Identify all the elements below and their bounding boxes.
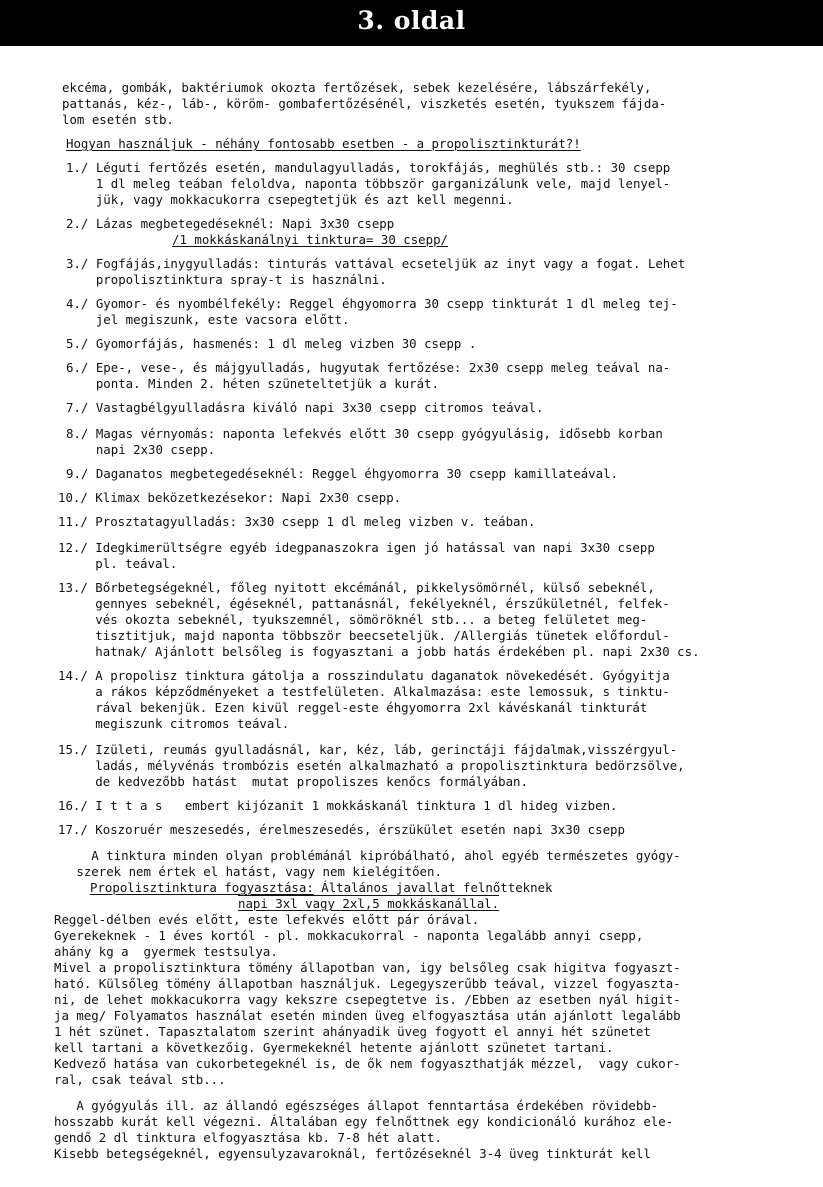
list-item-line: hatnak/ Ajánlott belsőleg is fogyasztani a jobb hatás érdekében pl. napi 2x30 cs. — [58, 644, 700, 659]
list-item-line: napi 2x30 csepp. — [66, 442, 216, 457]
list-item-line: tisztitjuk, majd naponta többször beecseteljük. /Allergiás tünetek előfordul- — [58, 628, 670, 643]
note-line: szerek nem értek el hatást, vagy nem kielégitően. — [54, 864, 442, 879]
body-line: Kedvező hatása van cukorbetegeknél is, de ők nem fogyaszthatják mézzel, vagy cukor- — [54, 1056, 681, 1071]
list-item-line: a rákos képződményeket a testfelületen. Alkalmazása: este lemossuk, s tinktu- — [58, 684, 670, 699]
list-item-line: 1 dl meleg teában feloldva, naponta többször garganizálunk vele, majd lenyel- — [66, 176, 671, 191]
list-item-line: propolisztinktura spray-t is használni. — [66, 272, 387, 287]
list-item-line: 2./ Lázas megbetegedéseknél: Napi 3x30 csepp — [66, 216, 395, 231]
consumption-heading: Propolisztinktura fogyasztása: — [90, 880, 314, 895]
body-line: Mivel a propolisztinktura tömény állapotban van, igy belsőleg csak higitva fogyaszt- — [54, 960, 681, 975]
body-line: ható. Külsőleg tömény állapotban használjuk. Legegyszerűbb teával, vizzel fogyaszta- — [54, 976, 681, 991]
list-item-line: 10./ Klimax beközetkezésekor: Napi 2x30 csepp. — [58, 490, 402, 505]
consumption-dose: napi 3xl vagy 2xl,5 mokkáskanállal. — [238, 896, 500, 911]
intro-line: pattanás, kéz-, láb-, köröm- gombafertőzésénél, viszketés esetén, tyukszem fájda- — [62, 96, 667, 111]
list-item-line: 7./ Vastagbélgyulladásra kiváló napi 3x30 csepp citromos teával. — [66, 400, 544, 415]
list-item-line: 3./ Fogfájás,inygyulladás: tinturás vattával ecseteljük az inyt vagy a fogat. Lehet — [66, 256, 686, 271]
intro-line: ekcéma, gombák, baktériumok okozta fertőzések, sebek kezelésére, lábszárfekély, — [62, 80, 652, 95]
body-line: Reggel-délben evés előtt, este lefekvés előtt pár órával. — [54, 912, 480, 927]
consumption-heading-row — [90, 880, 553, 895]
page-title: 3. oldal — [357, 6, 466, 35]
list-item-line: 1./ Léguti fertőzés esetén, mandulagyulladás, torokfájás, meghülés stb.: 30 csepp — [66, 160, 671, 175]
list-item-line: 14./ A propolisz tinktura gátolja a rosszindulatu daganatok növekedését. Gyógyitja — [58, 668, 670, 683]
note-line: A tinktura minden olyan problémánál kipróbálható, ahol egyéb természetes gyógy- — [54, 848, 681, 863]
list-item-line: gennyes sebeknél, égéseknél, pattanásnál, fekélyeknél, érszűkületnél, felfek- — [58, 596, 670, 611]
howto-heading: Hogyan használjuk - néhány fontosabb esetben - a propolisztinkturát?! — [66, 136, 581, 151]
list-item-line: 8./ Magas vérnyomás: naponta lefekvés előtt 30 csepp gyógyulásig, idősebb korban — [66, 426, 663, 441]
list-item-line: rával bekenjük. Ezen kivül reggel-este éhgyomorra 2xl kávéskanál tinkturát — [58, 700, 648, 715]
list-item-line: ponta. Minden 2. héten szüneteltetjük a kurát. — [66, 376, 439, 391]
body-line: Gyerekeknek - 1 éves kortól - pl. mokkacukorral - naponta legalább annyi csepp, — [54, 928, 644, 943]
body-line: 1 hét szünet. Tapasztalatom szerint ahányadik üveg fogyott el annyi hét szünetet — [54, 1024, 651, 1039]
consumption-heading-rest: Általános javallat felnőtteknek — [313, 880, 553, 895]
list-item-line: jük, vagy mokkacukorra csepegtetjük és azt kell megenni. — [66, 192, 514, 207]
body-line: ral, csak teával stb... — [54, 1072, 226, 1087]
closing-line: Kisebb betegségeknél, egyensulyzavaroknál, fertőzéseknél 3-4 üveg tinkturát kell — [54, 1146, 651, 1161]
dose-note: /1 mokkáskanálnyi tinktura= 30 csepp/ — [172, 232, 449, 247]
intro-line: lom esetén stb. — [62, 112, 174, 127]
list-item-line: 12./ Idegkimerültségre egyéb idegpanaszokra igen jó hatással van napi 3x30 csepp — [58, 540, 655, 555]
list-item-line: 4./ Gyomor- és nyombélfekély: Reggel éhgyomorra 30 csepp tinkturát 1 dl meleg tej- — [66, 296, 678, 311]
closing-line: gendő 2 dl tinktura elfogyasztása kb. 7-8 hét alatt. — [54, 1130, 442, 1145]
body-line: ni, de lehet mokkacukorra vagy kekszre csepegtetve is. /Ebben az esetben nyál higit- — [54, 992, 681, 1007]
closing-line: hosszabb kurát kell végezni. Általában egy felnőttnek egy kondicionáló kurához ele- — [54, 1114, 674, 1129]
list-item-line: 15./ Izületi, reumás gyulladásnál, kar, kéz, láb, gerinctáji fájdalmak,visszérgyul- — [58, 742, 678, 757]
list-item-line: 17./ Koszoruér meszesedés, érelmeszesedés, érszükület esetén napi 3x30 csepp — [58, 822, 625, 837]
list-item-line: jel megiszunk, este vacsora előtt. — [66, 312, 350, 327]
body-line: ja meg/ Folyamatos használat esetén minden üveg elfogyasztása után ajánlott legalább — [54, 1008, 681, 1023]
list-item-line: vés okozta sebeknél, tyukszemnél, sömöröknél stb... a beteg felületet meg- — [58, 612, 648, 627]
body-line: ahány kg a gyermek testsulya. — [54, 944, 278, 959]
list-item-line: 11./ Prosztatagyulladás: 3x30 csepp 1 dl meleg vizben v. teában. — [58, 514, 536, 529]
list-item-line: 5./ Gyomorfájás, hasmenés: 1 dl meleg vizben 30 csepp . — [66, 336, 477, 351]
list-item-line: de kedvezőbb hatást mutat propoliszes kenőcs formályában. — [58, 774, 528, 789]
closing-line: A gyógyulás ill. az állandó egészséges állapot fenntartása érdekében rövidebb- — [54, 1098, 659, 1113]
body-line: kell tartani a következőig. Gyermekeknél hetente ajánlott szünetet tartani. — [54, 1040, 614, 1055]
list-item-line: 9./ Daganatos megbetegedéseknél: Reggel éhgyomorra 30 csepp kamillateával. — [66, 466, 619, 481]
list-item-line: megiszunk citromos teával. — [58, 716, 290, 731]
list-item-line: 6./ Epe-, vese-, és májgyulladás, hugyutak fertőzése: 2x30 csepp meleg teával na- — [66, 360, 671, 375]
list-item-line: 16./ I t t a s embert kijózanit 1 mokkáskanál tinktura 1 dl hideg vizben. — [58, 798, 618, 813]
list-item-line: pl. teával. — [58, 556, 178, 571]
list-item-line: ladás, mélyvénás trombózis esetén alkalmazható a propolisztinktura bedörzsölve, — [58, 758, 685, 773]
list-item-line: 13./ Bőrbetegségeknél, főleg nyitott ekcémánál, pikkelysömörnél, külső sebeknél, — [58, 580, 655, 595]
